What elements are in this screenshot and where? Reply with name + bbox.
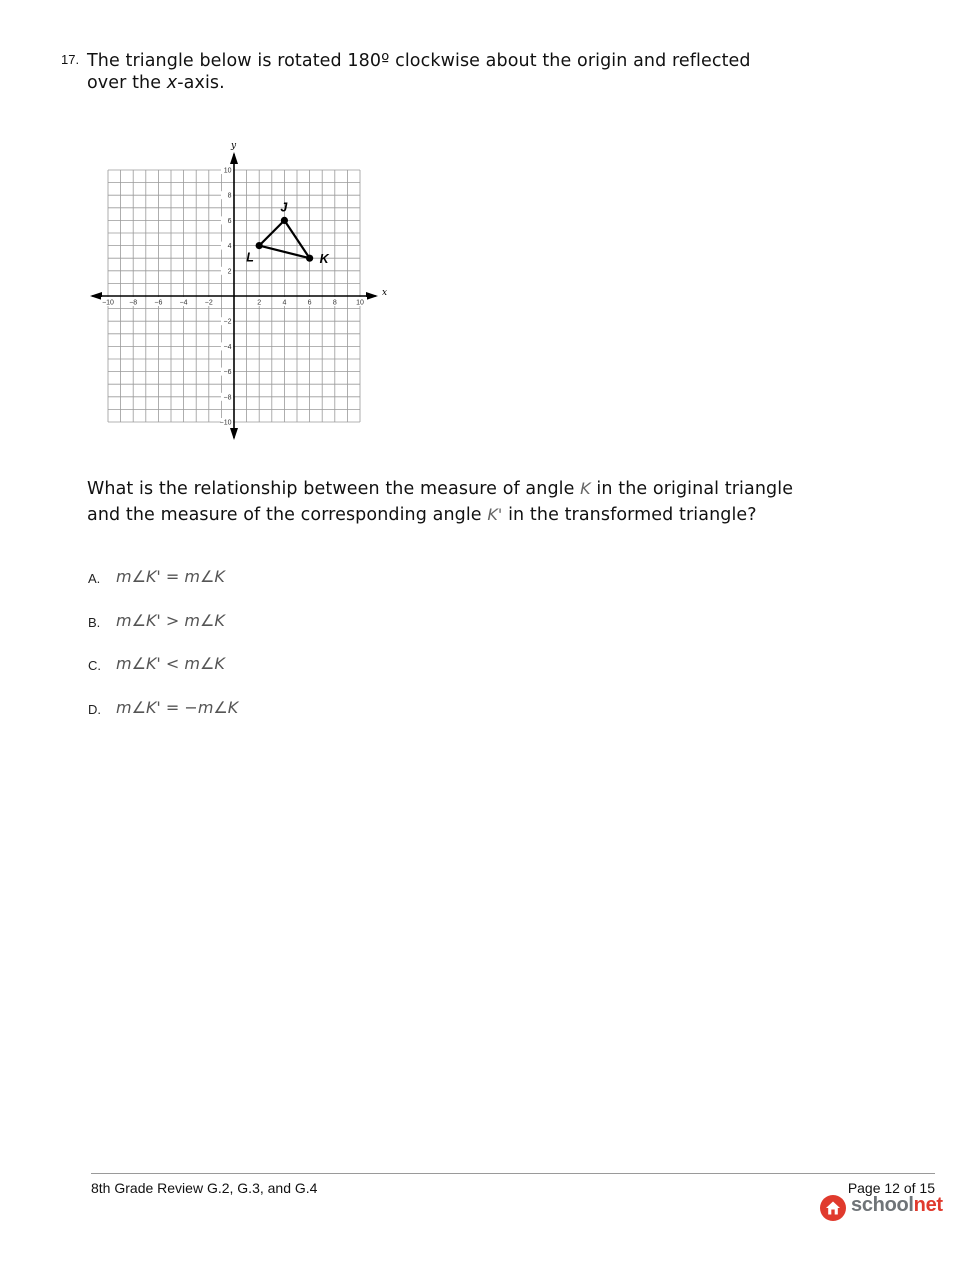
x-axis-arrow-left — [90, 292, 102, 300]
y-tick-label: −8 — [223, 394, 232, 402]
coordinate-graph — [82, 132, 402, 442]
choice-expression: m∠K' < m∠K — [116, 654, 225, 673]
vertex-point-j — [281, 217, 288, 224]
choice-letter: B. — [88, 615, 101, 630]
choice-expression: m∠K' > m∠K — [116, 611, 225, 630]
vertex-point-l — [256, 242, 263, 249]
choice-expression: m∠K' = m∠K — [116, 567, 225, 586]
x-tick-label: −2 — [204, 299, 213, 307]
prompt-angle-k-prime: K' — [487, 505, 503, 524]
page-indicator: Page 12 of 15 — [847, 1180, 935, 1196]
question-prompt — [87, 476, 807, 528]
choice-letter: C. — [88, 658, 101, 673]
choice-expression: m∠K' = −m∠K — [116, 698, 239, 717]
y-axis-arrow-up — [230, 152, 238, 164]
y-tick-label: −10 — [219, 419, 232, 427]
x-tick-label: −6 — [154, 299, 163, 307]
x-tick-label: −8 — [129, 299, 138, 307]
y-tick-label: 10 — [223, 167, 232, 175]
vertex-label-j: J — [280, 200, 288, 215]
question-number: 17. — [61, 52, 80, 67]
y-tick-label: −4 — [223, 343, 232, 351]
vertex-label-k: K — [319, 252, 329, 267]
footer-title: 8th Grade Review G.2, G.3, and G.4 — [91, 1180, 318, 1196]
choice-letter: A. — [88, 571, 101, 586]
y-axis-label: y — [231, 141, 237, 151]
prompt-angle-k: K — [580, 479, 591, 498]
y-tick-label: −2 — [223, 318, 232, 326]
y-tick-label: 6 — [227, 217, 232, 225]
x-tick-label: 10 — [356, 299, 364, 307]
x-tick-label: −10 — [102, 299, 114, 307]
logo-wordmark: schoolnet — [851, 1194, 943, 1216]
y-tick-label: 8 — [227, 192, 232, 200]
stem-text-2: -axis. — [177, 73, 225, 93]
y-tick-label: 4 — [227, 243, 232, 251]
stem-variable-x: x — [166, 73, 178, 93]
prompt-text-3: in the transformed triangle? — [502, 505, 757, 525]
x-axis-arrow-right — [366, 292, 378, 300]
x-tick-label: 8 — [332, 299, 337, 307]
y-axis-arrow-down — [230, 428, 238, 440]
stem-text-1: The triangle below is rotated 180º clockwise about the origin and reflected over the — [87, 51, 751, 93]
axes — [90, 141, 387, 440]
vertex-point-k — [306, 255, 313, 262]
y-tick-label: 2 — [227, 268, 232, 276]
prompt-text-2: in the original triangle and the measure of the corresponding angle — [87, 479, 794, 525]
question-stem — [87, 50, 787, 94]
vertex-label-l: L — [246, 250, 254, 265]
x-tick-label: −4 — [179, 299, 188, 307]
x-tick-label: 6 — [307, 299, 312, 307]
house-icon — [820, 1195, 846, 1221]
choice-letter: D. — [88, 702, 101, 717]
footer-divider — [91, 1173, 935, 1174]
prompt-text-1: What is the relationship between the measure of angle — [87, 479, 581, 499]
x-tick-label: 4 — [282, 299, 287, 307]
y-tick-label: −6 — [223, 369, 232, 377]
x-tick-label: 2 — [257, 299, 262, 307]
x-axis-label: x — [382, 288, 388, 298]
